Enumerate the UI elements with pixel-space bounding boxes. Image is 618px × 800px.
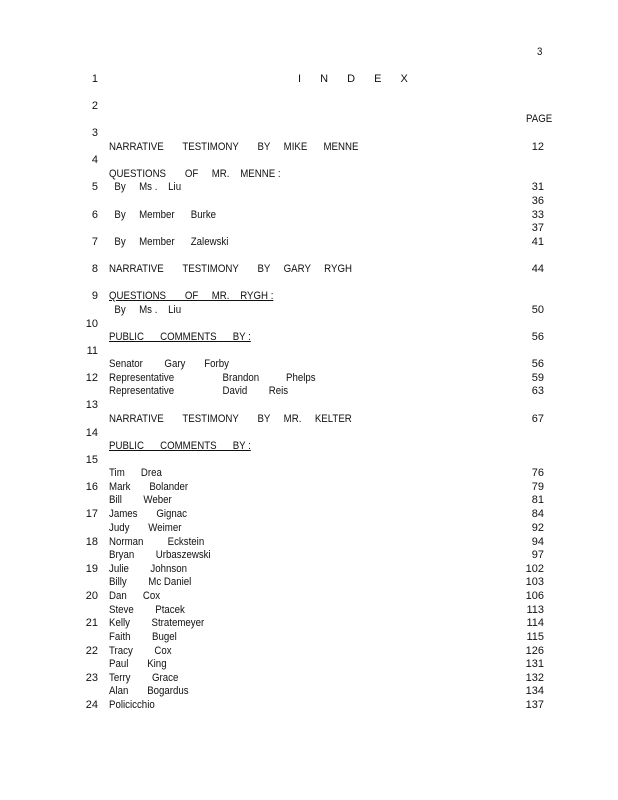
index-entry-text: Mark Bolander: [109, 481, 189, 493]
index-entry-page: 56: [531, 358, 544, 370]
index-entry-page: 56: [531, 331, 544, 343]
index-entry-page: 137: [525, 699, 544, 711]
index-entry-text: Paul King: [109, 658, 167, 670]
index-entry-text: Tracy Cox: [109, 645, 172, 657]
index-entry-text: By Member Burke: [109, 209, 217, 221]
index-entry-page: 12: [531, 141, 544, 153]
line-number: 19: [85, 563, 98, 575]
line-number: 14: [85, 427, 98, 439]
index-entry-page: 59: [531, 372, 544, 384]
index-entry-page: 102: [525, 563, 544, 575]
page-number: 3: [537, 46, 543, 58]
index-entry-text: Steve Ptacek: [109, 604, 185, 616]
index-entry-text: Dan Cox: [109, 590, 161, 602]
index-entry-text: Judy Weimer: [109, 522, 182, 534]
index-entry-text: QUESTIONS OF MR. MENNE :: [109, 168, 281, 180]
index-entry-page: 37: [531, 222, 544, 234]
line-number: 13: [85, 399, 98, 411]
index-title: I N D E X: [298, 73, 416, 85]
index-entry-page: 44: [531, 263, 544, 275]
index-entry-text: PUBLIC COMMENTS BY :: [109, 331, 251, 343]
index-entry-text: Billy Mc Daniel: [109, 576, 192, 588]
line-number: 24: [85, 699, 98, 711]
line-number: 7: [91, 236, 98, 248]
index-entry-text: NARRATIVE TESTIMONY BY MR. KELTER: [109, 413, 352, 425]
index-entry-text: QUESTIONS OF MR. RYGH :: [109, 290, 274, 302]
line-number: 4: [91, 154, 98, 166]
index-entry-text: Julie Johnson: [109, 563, 188, 575]
index-entry-text: Tim Drea: [109, 467, 162, 479]
index-entry-text: Bill Weber: [109, 494, 172, 506]
page-column-header: PAGE: [526, 113, 553, 125]
line-number: 18: [85, 536, 98, 548]
index-entry-page: 94: [531, 536, 544, 548]
line-number: 9: [91, 290, 98, 302]
index-entry-text: Norman Eckstein: [109, 536, 205, 548]
index-entry-text: NARRATIVE TESTIMONY BY GARY RYGH: [109, 263, 352, 275]
index-entry-page: 84: [531, 508, 544, 520]
index-entry-page: 106: [525, 590, 544, 602]
line-number: 2: [91, 100, 98, 112]
line-number: 12: [85, 372, 98, 384]
index-entry-page: 113: [526, 604, 544, 616]
index-entry-text: Alan Bogardus: [109, 685, 189, 697]
index-entry-page: 114: [526, 617, 544, 629]
line-number: 17: [85, 508, 98, 520]
index-entry-page: 97: [531, 549, 544, 561]
line-number: 20: [85, 590, 98, 602]
index-entry-page: 115: [526, 631, 544, 643]
index-entry-page: 132: [525, 672, 544, 684]
index-entry-text: By Ms . Liu: [109, 181, 182, 193]
index-entry-page: 31: [531, 181, 544, 193]
index-entry-page: 67: [531, 413, 544, 425]
line-number: 10: [85, 318, 98, 330]
index-entry-text: Bryan Urbaszewski: [109, 549, 211, 561]
line-number: 6: [91, 209, 98, 221]
index-entry-page: 92: [531, 522, 544, 534]
index-entry-text: Terry Grace: [109, 672, 179, 684]
index-entry-page: 126: [525, 645, 544, 657]
line-number: 3: [91, 127, 98, 139]
line-number: 21: [85, 617, 98, 629]
line-number: 23: [85, 672, 98, 684]
line-number: 16: [85, 481, 98, 493]
index-entry-page: 50: [531, 304, 544, 316]
index-entry-text: By Ms . Liu: [109, 304, 182, 316]
index-entry-page: 41: [531, 236, 544, 248]
line-number: 15: [85, 454, 98, 466]
index-entry-page: 103: [525, 576, 544, 588]
index-entry-text: James Gignac: [109, 508, 188, 520]
index-entry-text: Policicchio: [109, 699, 155, 711]
index-entry-page: 134: [525, 685, 544, 697]
line-number: 5: [91, 181, 98, 193]
line-number: 1: [91, 73, 98, 85]
index-entry-page: 33: [531, 209, 544, 221]
index-entry-text: Senator Gary Forby: [109, 358, 229, 370]
index-entry-page: 79: [531, 481, 544, 493]
index-entry-text: NARRATIVE TESTIMONY BY MIKE MENNE: [109, 141, 359, 153]
index-entry-page: 131: [525, 658, 544, 670]
index-entry-text: PUBLIC COMMENTS BY :: [109, 440, 251, 452]
index-entry-page: 76: [531, 467, 544, 479]
index-entry-page: 36: [531, 195, 544, 207]
line-number: 22: [85, 645, 98, 657]
index-entry-page: 81: [531, 494, 544, 506]
line-number: 11: [86, 345, 98, 357]
index-entry-text: By Member Zalewski: [109, 236, 229, 248]
index-entry-page: 63: [531, 385, 544, 397]
index-entry-text: Faith Bugel: [109, 631, 177, 643]
index-entry-text: Representative Brandon Phelps: [109, 372, 316, 384]
index-entry-text: Kelly Stratemeyer: [109, 617, 205, 629]
index-entry-text: Representative David Reis: [109, 385, 289, 397]
line-number: 8: [91, 263, 98, 275]
